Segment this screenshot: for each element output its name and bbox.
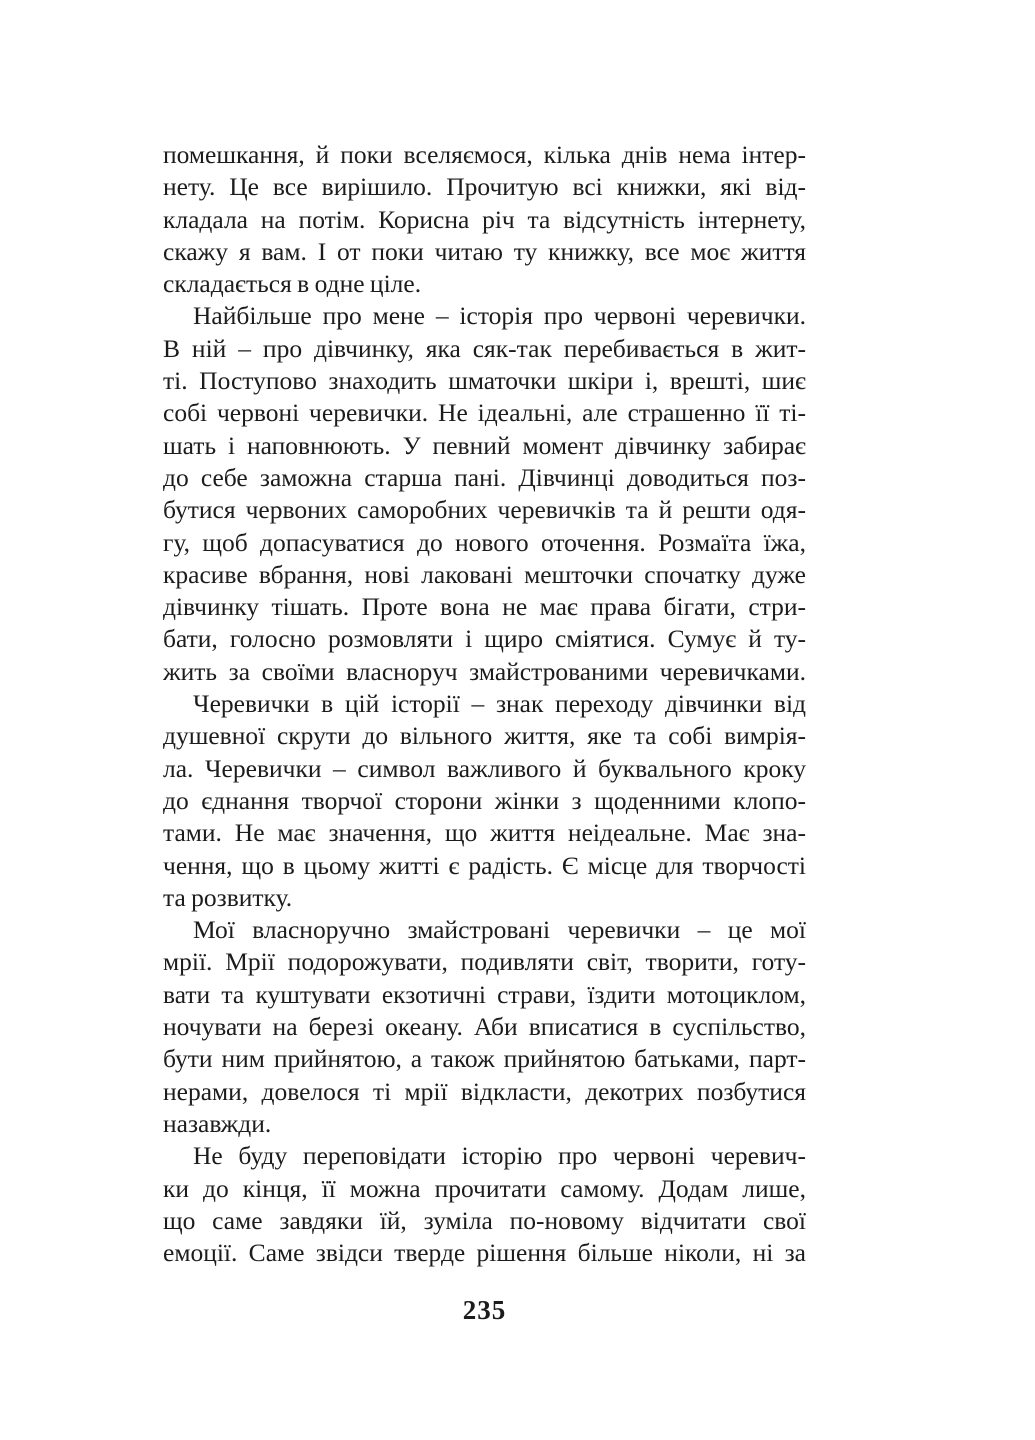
text-line: складається в одне ціле. — [163, 269, 422, 299]
paragraph — [163, 300, 806, 688]
text-line: ла. Черевички – символ важливого й буквального кроку — [163, 753, 806, 783]
page-number: 235 — [462, 1295, 507, 1325]
text-line: жить за своїми власноруч змайстрованими черевичками. — [163, 656, 806, 686]
text-line: дівчинку тішать. Проте вона не має права бігати, стри- — [163, 592, 806, 622]
text-line: та розвитку. — [163, 882, 293, 912]
text-line: тами. Не має значення, що життя неідеальне. Має зна- — [163, 818, 806, 848]
text-line: кладала на потім. Корисна річ та відсутність інтернету, — [163, 204, 806, 234]
text-line: до себе заможна старша пані. Дівчинці доводиться поз- — [163, 462, 806, 492]
text-line: красиве вбрання, нові лаковані мешточки спочатку дуже — [163, 559, 806, 589]
text-line: вати та куштувати екзотичні страви, їздити мотоциклом, — [163, 979, 806, 1009]
text-line: що саме завдяки їй, зуміла по-новому відчитати свої — [163, 1205, 806, 1235]
text-line: мрії. Мрії подорожувати, подивляти світ, творити, готу- — [163, 947, 806, 977]
paragraph — [163, 1140, 806, 1269]
text-line: Черевички в цій історії – знак переходу дівчинки від — [193, 689, 806, 719]
text-line: до єднання творчої сторони жінки з щоденними клопо- — [163, 785, 806, 815]
text-line: помешкання, й поки вселяємося, кілька днів нема інтер- — [163, 140, 806, 169]
text-line: В ній – про дівчинку, яка сяк-так перебивається в жит- — [163, 333, 806, 363]
text-line: ночувати на березі океану. Аби вписатися в суспільство, — [163, 1012, 806, 1042]
paragraph — [163, 139, 806, 300]
paragraph — [163, 688, 806, 914]
paragraph — [163, 914, 806, 1140]
text-line: бати, голосно розмовляти і щиро сміятися. Сумує й ту- — [163, 624, 806, 654]
text-line: собі червоні черевички. Не ідеальні, але страшенно її ті- — [163, 398, 806, 428]
text-line: Мої власноручно змайстровані черевички – це мої — [193, 915, 806, 945]
text-line: шать і наповнюють. У певний момент дівчинку забирає — [163, 430, 806, 460]
text-block — [163, 139, 806, 1269]
text-line: душевної скрути до вільного життя, яке та собі вимрія- — [163, 721, 806, 751]
text-line: Не буду переповідати історію про червоні черевич- — [193, 1141, 806, 1171]
text-line: гу, щоб допасуватися до нового оточення. Розмаїта їжа, — [163, 527, 806, 557]
text-line: емоції. Саме звідси тверде рішення більше ніколи, ні за — [163, 1238, 806, 1268]
text-line: бутися червоних саморобних черевичків та й решти одя- — [163, 495, 806, 525]
text-line: нерами, довелося ті мрії відкласти, декотрих позбутися — [163, 1076, 806, 1106]
text-line: чення, що в цьому житті є радість. Є місце для творчості — [163, 850, 806, 880]
text-line: ті. Поступово знаходить шматочки шкіри і, врешті, шиє — [163, 366, 806, 396]
text-line: Найбільше про мене – історія про червоні черевички. — [193, 301, 806, 331]
text-line: назавжди. — [163, 1108, 272, 1138]
text-line: нету. Це все вирішило. Прочитую всі книжки, які від- — [163, 172, 806, 202]
text-line: ки до кінця, її можна прочитати самому. Додам лише, — [163, 1173, 806, 1203]
text-line: бути ним прийнятою, а також прийнятою батьками, парт- — [163, 1044, 806, 1074]
text-line: скажу я вам. І от поки читаю ту книжку, все моє життя — [163, 236, 806, 266]
